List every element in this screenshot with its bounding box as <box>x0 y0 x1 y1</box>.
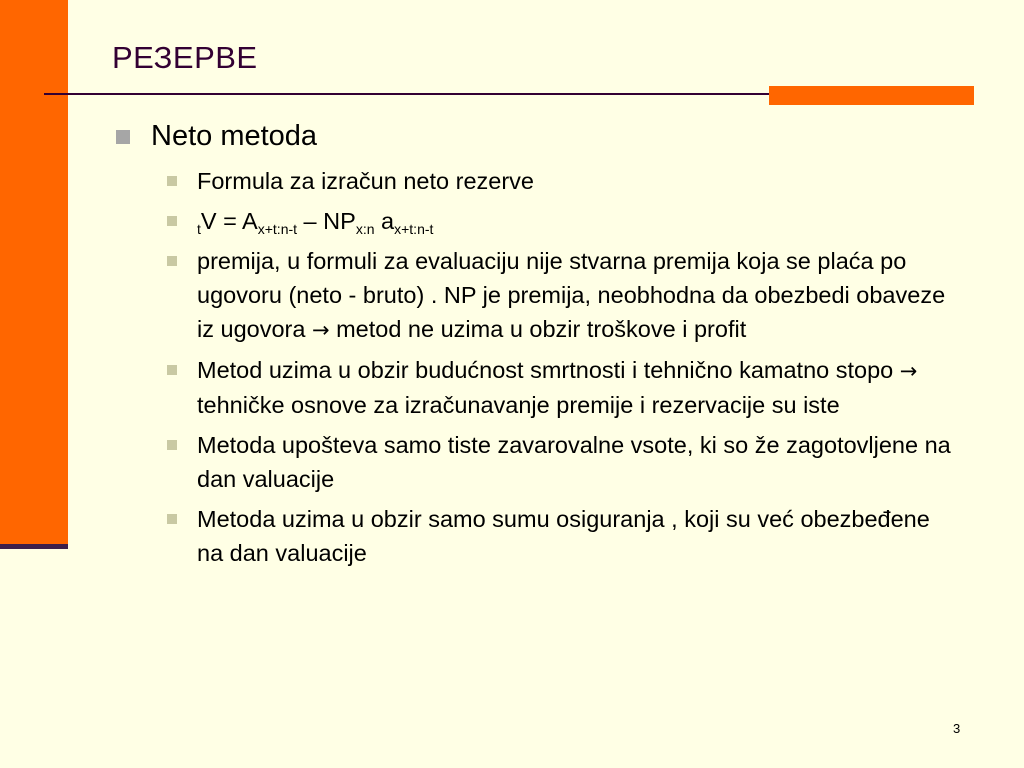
bullet-text: metod ne uzima u obzir troškove i profit <box>329 316 747 342</box>
formula-text: a <box>374 208 395 234</box>
bullet-formula <box>155 204 957 238</box>
title-accent-block <box>769 86 974 105</box>
formula-text: – NP <box>297 208 356 234</box>
square-bullet-icon <box>167 176 177 186</box>
bullet-level1 <box>110 116 990 156</box>
arrow-right-icon: → <box>311 318 330 342</box>
bullet-level2 <box>155 164 957 198</box>
slide-title: РЕЗЕРВЕ <box>112 40 258 75</box>
side-accent-bar <box>0 0 68 548</box>
page-number: 3 <box>953 721 961 736</box>
square-bullet-icon <box>167 440 177 450</box>
bullet-text: Neto metoda <box>151 120 318 152</box>
bullet-text: premija, u formuli za evaluaciju nije stvarna premija koja se plaća po ugovoru (neto - bruto) . NP je premija, neobhodna da obezbedi obaveze iz ugovora <box>197 248 946 342</box>
side-accent-shadow <box>0 544 68 549</box>
bullet-level2 <box>155 428 957 496</box>
square-bullet-icon <box>167 514 177 524</box>
formula-text: V = A <box>200 208 258 234</box>
bullet-text: Formula za izračun neto rezerve <box>197 168 534 194</box>
formula-sub: x:n <box>355 221 375 237</box>
bullet-level2 <box>155 353 957 422</box>
formula-sub: x+t:n-t <box>394 221 434 237</box>
bullet-text: Metoda upošteva samo tiste zavarovalne vsote, ki so že zagotovljene na dan valuacije <box>197 432 951 492</box>
square-bullet-icon <box>167 365 177 375</box>
arrow-right-icon: → <box>899 359 918 383</box>
bullet-text: Metoda uzima u obzir samo sumu osiguranja , koji su već obezbeđene na dan valuacije <box>197 506 930 566</box>
bullet-level2 <box>155 502 957 570</box>
slide-content <box>110 116 990 570</box>
formula <box>197 208 434 237</box>
square-bullet-icon <box>167 256 177 266</box>
bullet-level2 <box>155 244 957 347</box>
square-bullet-icon <box>167 216 177 226</box>
bullet-text: tehničke osnove za izračunavanje premije i rezervacije su iste <box>197 392 840 418</box>
square-bullet-icon <box>116 130 130 144</box>
bullet-text: Metod uzima u obzir budućnost smrtnosti i tehnično kamatno stopo <box>197 357 900 383</box>
formula-sub: t <box>197 221 201 237</box>
formula-sub: x+t:n-t <box>257 221 298 237</box>
